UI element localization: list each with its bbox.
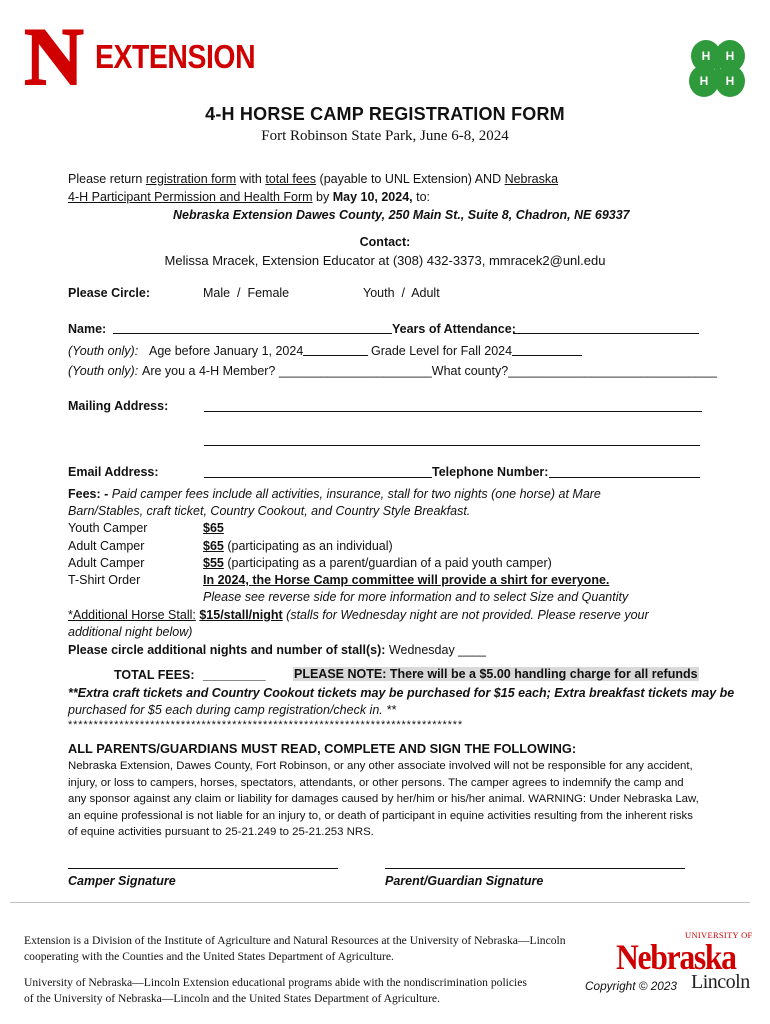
grade-level-label: Grade Level for Fall 2024 [371, 344, 513, 358]
stall-price: $15/stall/night [199, 608, 283, 622]
n-logo-letter: N [24, 22, 84, 90]
fee-row-adult-label: Adult Camper [68, 539, 145, 553]
horse-stall-row: *Additional Horse Stall: $15/stall/night (stalls for Wednesday night are not provided. Please reserve your [68, 608, 649, 622]
star-divider: ***************************************************************************** [68, 719, 464, 731]
unl-logo-nebraska: Nebraska [616, 937, 736, 977]
clover-h-4: H [725, 74, 735, 88]
waiver-heading: ALL PARENTS/GUARDIANS MUST READ, COMPLETE AND SIGN THE FOLLOWING: [68, 741, 577, 756]
form-title: 4-H HORSE CAMP REGISTRATION FORM [205, 104, 565, 124]
camper-signature-label: Camper Signature [68, 874, 176, 888]
clover-h-2: H [725, 49, 735, 63]
footer-line-4: of the University of Nebraska—Lincoln and the United States Department of Agriculture. [24, 992, 440, 1005]
form-subtitle: Fort Robinson State Park, June 6-8, 2024 [261, 128, 509, 144]
fee-row-adult-amount: $65 (participating as an individual) [203, 539, 393, 553]
name-label: Name: [68, 322, 107, 336]
permission-form-link[interactable]: 4-H Participant Permission and Health Form [68, 190, 313, 204]
age-group-options[interactable]: Youth / Adult [363, 286, 440, 300]
tshirt-note: In 2024, the Horse Camp committee will provide a shirt for everyone. [203, 573, 610, 587]
age-before-label: Age before January 1, 2024 [149, 344, 304, 358]
youth-only-label-2: (Youth only): [68, 364, 139, 378]
intro-line-2: 4-H Participant Permission and Health Form by May 10, 2024, to: [68, 190, 430, 204]
4h-clover-logo [680, 36, 754, 108]
footer-line-3: University of Nebraska—Lincoln Extension educational programs abide with the nondiscrimination policies [24, 976, 527, 989]
fee-row-parent-amount: $55 (participating as a parent/guardian of a paid youth camper) [203, 556, 552, 570]
parent-signature-field[interactable] [385, 868, 685, 869]
camper-signature-field[interactable] [68, 868, 338, 869]
contact-info: Melissa Mracek, Extension Educator at (308) 432-3373, mmracek2@unl.edu [164, 253, 606, 268]
mailing-address-label: Mailing Address: [68, 399, 169, 413]
circle-nights-row: Please circle additional nights and number of stall(s): Wednesday ____ [68, 643, 486, 657]
youth-only-label-1: (Youth only): [68, 344, 139, 358]
telephone-field[interactable] [549, 477, 700, 478]
tshirt-label: T-Shirt Order [68, 573, 141, 587]
telephone-label: Telephone Number: [432, 465, 549, 479]
nebraska-n-logo [18, 22, 90, 90]
extension-wordmark: EXTENSION [95, 38, 256, 75]
fees-intro: Fees: - Paid camper fees include all activities, insurance, stall for two nights (one horse) at Mare Barn/Stables, craft ticket, Country Cookout, and Country Style Breakfast. [68, 487, 601, 518]
waiver-text: Nebraska Extension, Dawes County, Fort Robinson, or any other associate involved will not be responsible for any accident, injury, or loss to campers, horses, spectators, attendants, or other persons. The camper agrees to indemnify the camp and any sponsor against any claim or liability for damages caused by her/him or his/her animal. WARNING: Under Nebraska Law, an equine professional is not liable for an injury to, or death of participant in equine activities resulting from the inherent risks of equine activities pursuant to 25-21.249 to 25-21.253 NRS. [68, 760, 699, 838]
total-fees-field[interactable]: _________ [203, 668, 266, 682]
email-label: Email Address: [68, 465, 159, 479]
refund-note: PLEASE NOTE: There will be a $5.00 handling charge for all refunds [294, 667, 698, 681]
footer-divider [10, 902, 750, 903]
intro-line-1: Please return registration form with total fees (payable to UNL Extension) AND Nebraska [68, 172, 559, 186]
years-label: Years of Attendance: [392, 322, 516, 336]
please-circle-label: Please Circle: [68, 286, 150, 300]
clover-h-3: H [699, 74, 709, 88]
clover-h-1: H [701, 49, 711, 63]
total-fees-text: total fees [265, 172, 317, 186]
name-field[interactable] [113, 333, 392, 334]
member-question[interactable]: Are you a 4-H Member? ______________________What county?______________________________ [142, 364, 717, 378]
tshirt-sub-note: Please see reverse side for more information and to select Size and Quantity [203, 590, 629, 604]
contact-label: Contact: [359, 235, 411, 249]
footer-line-2: cooperating with the Counties and the United States Department of Agriculture. [24, 950, 394, 963]
years-field[interactable] [513, 333, 699, 334]
age-field[interactable] [303, 355, 368, 356]
footer-line-1: Extension is a Division of the Institute of Agriculture and Natural Resources at the University of Nebraska—Lincoln [24, 934, 566, 947]
extra-tickets-2: purchased for $5 each during camp registration/check in. ** [68, 703, 396, 717]
fee-row-parent-label: Adult Camper [68, 556, 145, 570]
copyright: Copyright © 2023 [585, 979, 677, 993]
deadline-date: May 10, 2024, [332, 190, 413, 204]
wednesday-stall-field[interactable]: Wednesday ____ [388, 643, 486, 657]
extra-tickets-1: **Extra craft tickets and Country Cookout tickets may be purchased for $15 each; Extra breakfast tickets may be [68, 686, 735, 700]
parent-signature-label: Parent/Guardian Signature [385, 874, 544, 888]
mailing-address-field-2[interactable] [204, 445, 700, 446]
return-address: Nebraska Extension Dawes County, 250 Main St., Suite 8, Chadron, NE 69337 [173, 208, 630, 222]
fee-row-youth-amount: $65 [203, 521, 224, 535]
email-field[interactable] [204, 477, 432, 478]
total-fees-label: TOTAL FEES: [114, 668, 195, 682]
mailing-address-field-1[interactable] [204, 411, 702, 412]
registration-form-text: registration form [145, 172, 237, 186]
gender-options[interactable]: Male / Female [203, 286, 290, 300]
horse-stall-note-2: additional night below) [68, 625, 193, 639]
fee-row-youth-label: Youth Camper [68, 521, 148, 535]
unl-logo-top: UNIVERSITY OF [685, 930, 753, 940]
grade-field[interactable] [512, 355, 582, 356]
unl-logo-lincoln: Lincoln [691, 971, 750, 993]
